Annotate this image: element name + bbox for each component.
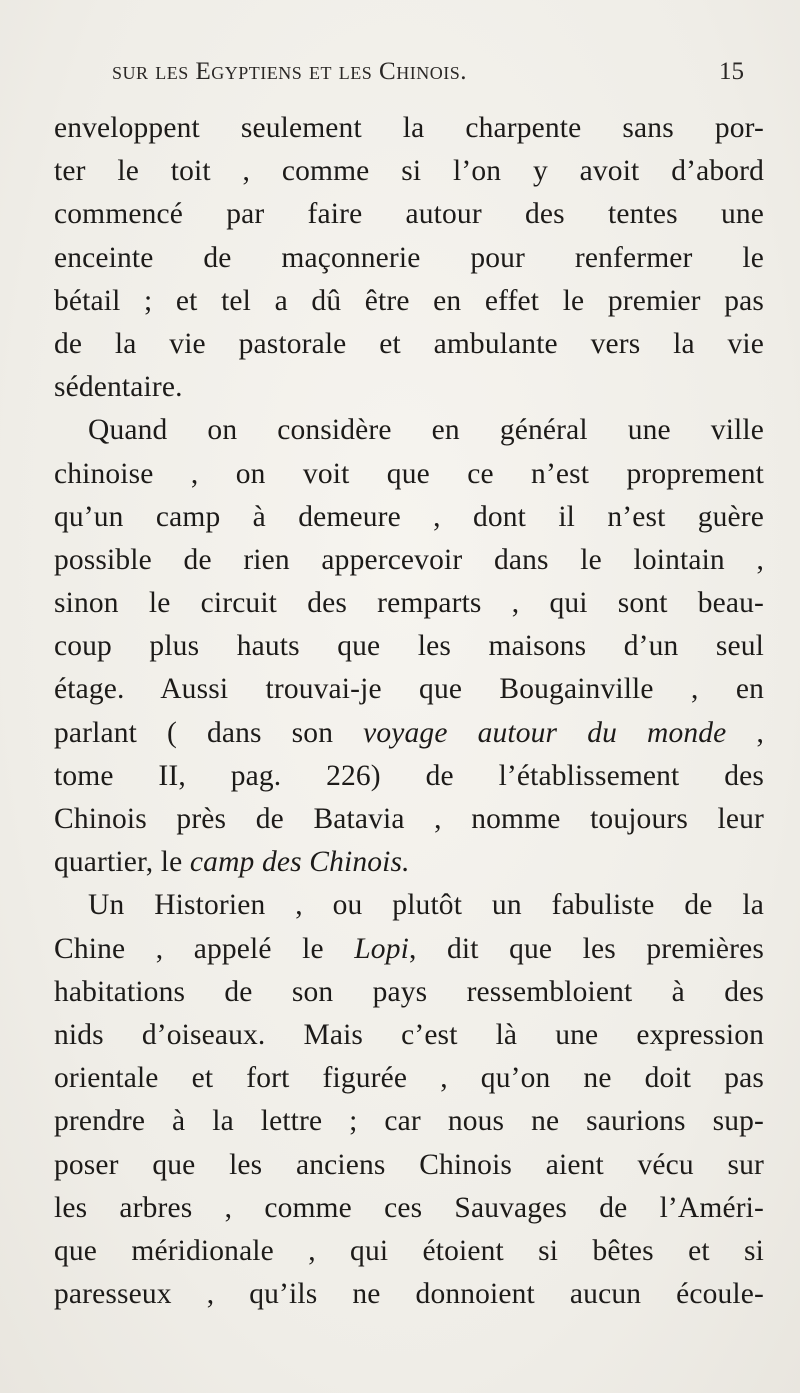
text-line — [54, 582, 764, 625]
text-run: prendre à la lettre ; car nous ne saurions sup- — [54, 1105, 764, 1138]
text-run: étage. Aussi trouvai-je que Bougainville , en — [54, 673, 764, 706]
text-line — [54, 539, 764, 582]
text-run: poser que les anciens Chinois aient vécu sur — [54, 1148, 764, 1181]
text-run: Chinois près de Batavia , nomme toujours leur — [54, 803, 764, 835]
text-line — [54, 280, 764, 323]
text-line — [54, 884, 764, 927]
text-run: sédentaire. — [54, 371, 183, 404]
text-line — [54, 366, 764, 409]
text-line — [54, 1057, 764, 1100]
text-line — [54, 841, 764, 884]
text-run: tome II, pag. 226) de l’établissement des — [54, 759, 764, 792]
text-run: de la vie pastorale et ambulante vers la vie — [54, 327, 764, 360]
text-run: Chine , appelé le — [54, 932, 355, 965]
body-text — [54, 107, 764, 1316]
text-run: , — [726, 716, 764, 749]
page-number: 15 — [719, 58, 744, 85]
text-run: bétail ; et tel a dû être en effet le premier pas — [54, 284, 764, 317]
running-head — [112, 58, 744, 94]
text-line — [54, 755, 764, 798]
text-line — [54, 971, 764, 1014]
text-line — [54, 496, 764, 539]
text-line — [54, 409, 764, 452]
text-run: Un Historien , ou plutôt un fabuliste de la — [88, 889, 764, 922]
text-run: paresseux , qu’ils ne donnoient aucun écoule- — [54, 1278, 764, 1311]
text-line — [54, 237, 764, 280]
text-run: coup plus hauts que les maisons d’un seul — [54, 630, 764, 663]
text-line — [54, 453, 764, 496]
text-run: les arbres , comme ces Sauvages de l’Améri- — [54, 1191, 764, 1224]
text-run: parlant ( dans son — [54, 716, 364, 749]
text-run: enveloppent seulement la charpente sans por- — [54, 112, 764, 144]
text-line — [54, 712, 764, 755]
text-run: sinon le circuit des remparts , qui sont beau- — [54, 587, 764, 620]
text-run: orientale et fort figurée , qu’on ne doit pas — [54, 1062, 764, 1095]
text-run: quartier, le — [54, 846, 190, 879]
italic-text: camp des Chinois. — [189, 846, 410, 879]
text-line — [54, 1144, 764, 1187]
text-run: commencé par faire autour des tentes une — [54, 198, 764, 231]
text-line — [54, 193, 764, 236]
text-line — [54, 1273, 764, 1316]
text-run: qu’un camp à demeure , dont il n’est guère — [54, 500, 764, 533]
text-run: enceinte de maçonnerie pour renfermer le — [54, 241, 764, 274]
text-run: nids d’oiseaux. Mais c’est là une expression — [54, 1018, 764, 1051]
text-run: habitations de son pays ressembloient à des — [54, 975, 764, 1008]
text-run: , dit que les premières — [408, 932, 764, 965]
text-line — [54, 1100, 764, 1143]
text-line — [54, 150, 764, 193]
text-line — [54, 625, 764, 668]
running-head-title: sur les Egyptiens et les Chinois. — [112, 58, 467, 85]
italic-text: voyage autour du monde — [363, 716, 727, 749]
text-run: chinoise , on voit que ce n’est proprement — [54, 457, 764, 490]
text-run: possible de rien appercevoir dans le lointain , — [54, 543, 764, 576]
text-line — [54, 1187, 764, 1230]
text-run: que méridionale , qui étoient si bêtes et si — [54, 1234, 764, 1267]
text-line — [54, 668, 764, 711]
text-line — [54, 323, 764, 366]
text-run: Quand on considère en général une ville — [88, 414, 764, 447]
italic-text: Lopi — [354, 932, 409, 965]
text-line — [54, 107, 764, 150]
text-line — [54, 928, 764, 971]
text-run: ter le toit , comme si l’on y avoit d’abord — [54, 155, 764, 188]
text-line — [54, 1014, 764, 1057]
text-line — [54, 798, 764, 841]
text-line — [54, 1230, 764, 1273]
